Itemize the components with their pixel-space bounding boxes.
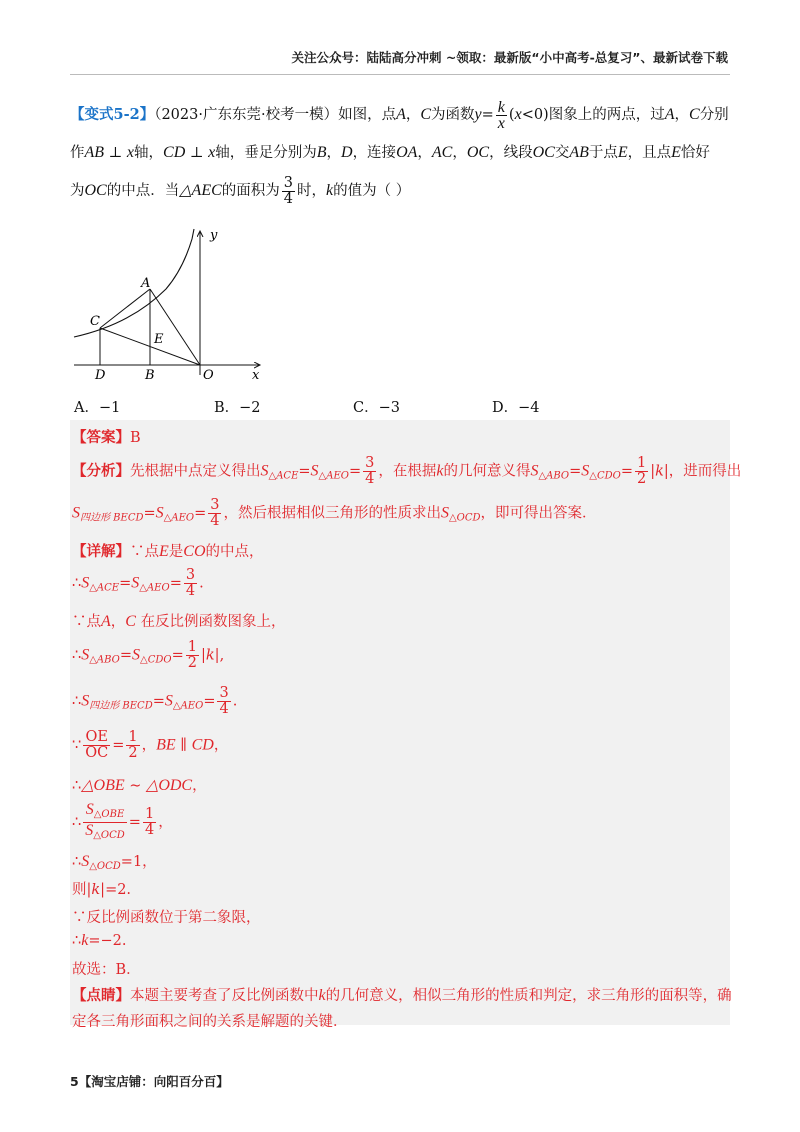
question-text: 轴，垂足分别为 — [215, 145, 317, 161]
detail-line-3: ∵点A，C 在反比例函数图象上， — [72, 613, 286, 630]
question-text: 恰好 — [680, 145, 710, 161]
question-text: ， — [405, 107, 421, 123]
detail-line-2: $\therefore S_{\triangle ACE}=S_{\triangle AEO}=$ $\frac{3}{4}$ . — [72, 567, 204, 599]
label-O: O — [203, 368, 214, 383]
question-text: 的值为（ ） — [333, 183, 411, 199]
question-text: 的中点．当 — [106, 183, 180, 199]
detail-line-13: 故选：B． — [72, 962, 141, 978]
detail-line-6: ∵ $\frac{OE}{OC}$ = $\frac{1}{2}$ ，BE ∥ CD， — [72, 729, 229, 761]
page-number: 5 — [70, 1074, 79, 1089]
question-text: 为 — [70, 183, 85, 199]
question-line-3: 为OC的中点．当△AEC的面积为 $\frac{3}{4}$ 时，k的值为（ ） — [70, 174, 411, 207]
detail-line-10: 则|k|=2. — [72, 882, 132, 898]
option-a: A．−1 — [74, 400, 121, 416]
math-var: A — [396, 106, 406, 123]
question-block — [70, 96, 730, 210]
fraction-3-over-4: $\frac{3}{4}$ — [283, 174, 293, 207]
question-text: ，且点 — [627, 145, 672, 161]
solution-block — [70, 420, 742, 1030]
question-text: 分别 — [699, 107, 729, 123]
question-tag: 【变式5-2】 — [70, 106, 155, 123]
page-header: 关注公众号：陆陆高分冲刺 ~领取：最新版“小中高考-总复习”、最新试卷下载 — [291, 50, 728, 65]
answer-options — [74, 396, 674, 416]
label-B: B — [145, 368, 155, 383]
answer-line: 【答案】B — [72, 429, 141, 446]
detail-line-9: $\therefore S_{\triangle OCD}=1$， — [72, 853, 157, 872]
question-text: 轴， — [134, 145, 164, 161]
analysis-line-1: 【分析】先根据中点定义得出$S_{\triangle ACE}=S_{\triangle AEO}=$ $\frac{3}{4}$ ，在根据k的几何意义得$S_{\triangle ABO}=S_{\triangle CDO}=$ $\frac{1}{2}$ |k|，进而得出 — [72, 455, 742, 487]
math-var: C — [420, 106, 432, 123]
label-y: y — [210, 228, 218, 243]
label-A: A — [141, 276, 151, 291]
fraction-k-over-x: $\frac{k}{x}$ — [497, 98, 505, 132]
math-expr: (x<0) — [508, 106, 549, 123]
detail-line-7: ∴△OBE ∼ △ODC， — [72, 777, 207, 794]
question-text: 交 — [554, 145, 570, 161]
question-text: 为函数 — [431, 107, 475, 123]
header-divider — [70, 74, 730, 75]
analysis-line-2: $S_{四边形 BECD}=S_{\triangle AEO}=$ $\frac{3}{4}$ ，然后根据相似三角形的性质求出$S_{\triangle OCD}$，即可得出答案． — [72, 497, 597, 529]
question-text: 于点 — [588, 145, 618, 161]
question-text: 时， — [297, 183, 326, 199]
label-D: D — [95, 368, 106, 383]
question-line-2: 作AB ⊥ x轴，CD ⊥ x轴，垂足分别为B，D，连接OA，AC，OC，线段OC交AB于点E，且点E恰好 — [70, 144, 710, 161]
question-source: （2023·广东东莞·校考一模） — [154, 107, 339, 123]
geometry-figure — [70, 225, 270, 385]
page-footer — [70, 1072, 229, 1090]
question-text: ，线段 — [489, 145, 533, 161]
label-C: C — [90, 314, 100, 329]
comment-line-2: 定各三角形面积之间的关系是解题的关键． — [72, 1014, 348, 1030]
detail-line-1: 【详解】∵点E是CO的中点， — [72, 543, 264, 560]
detail-line-12: ∴k=−2. — [72, 932, 127, 949]
comment-line-1: 【点睛】本题主要考查了反比例函数中k的几何意义，相似三角形的性质和判定，求三角形的面积等，确 — [72, 987, 732, 1004]
label-x: x — [252, 368, 260, 383]
label-E: E — [154, 332, 164, 347]
question-text: ，连接 — [352, 145, 397, 161]
detail-line-8: ∴ $\frac{S_{\triangle OBE}}{S_{\triangle OCD}}$ = $\frac{1}{4}$ ， — [72, 801, 173, 841]
math-expr: y — [474, 106, 482, 123]
segment-OA — [150, 289, 200, 365]
detail-line-11: ∵反比例函数位于第二象限， — [72, 910, 261, 926]
option-c: C．−3 — [353, 400, 400, 416]
option-d: D．−4 — [492, 400, 540, 416]
detail-line-5: $\therefore S_{四边形 BECD}=S_{\triangle AEO}=$ $\frac{3}{4}$ . — [72, 685, 238, 717]
detail-line-4: $\therefore S_{\triangle ABO}=S_{\triangle CDO}=$ $\frac{1}{2}$ |k|, — [72, 639, 225, 671]
option-b: B．−2 — [214, 400, 261, 416]
question-text: 的面积为 — [221, 183, 280, 199]
question-text: 作 — [70, 145, 85, 161]
question-text: 图象上的两点，过 — [548, 107, 665, 123]
question-line-1: 【变式5-2】（2023·广东东莞·校考一模）如图，点A，C为函数y= $\frac{k}{x}$ (x<0)图象上的两点，过A，C分别 — [70, 98, 729, 132]
question-text: 如图，点 — [338, 107, 397, 123]
shop-label: 【淘宝店铺：向阳百分百】 — [78, 1074, 229, 1089]
